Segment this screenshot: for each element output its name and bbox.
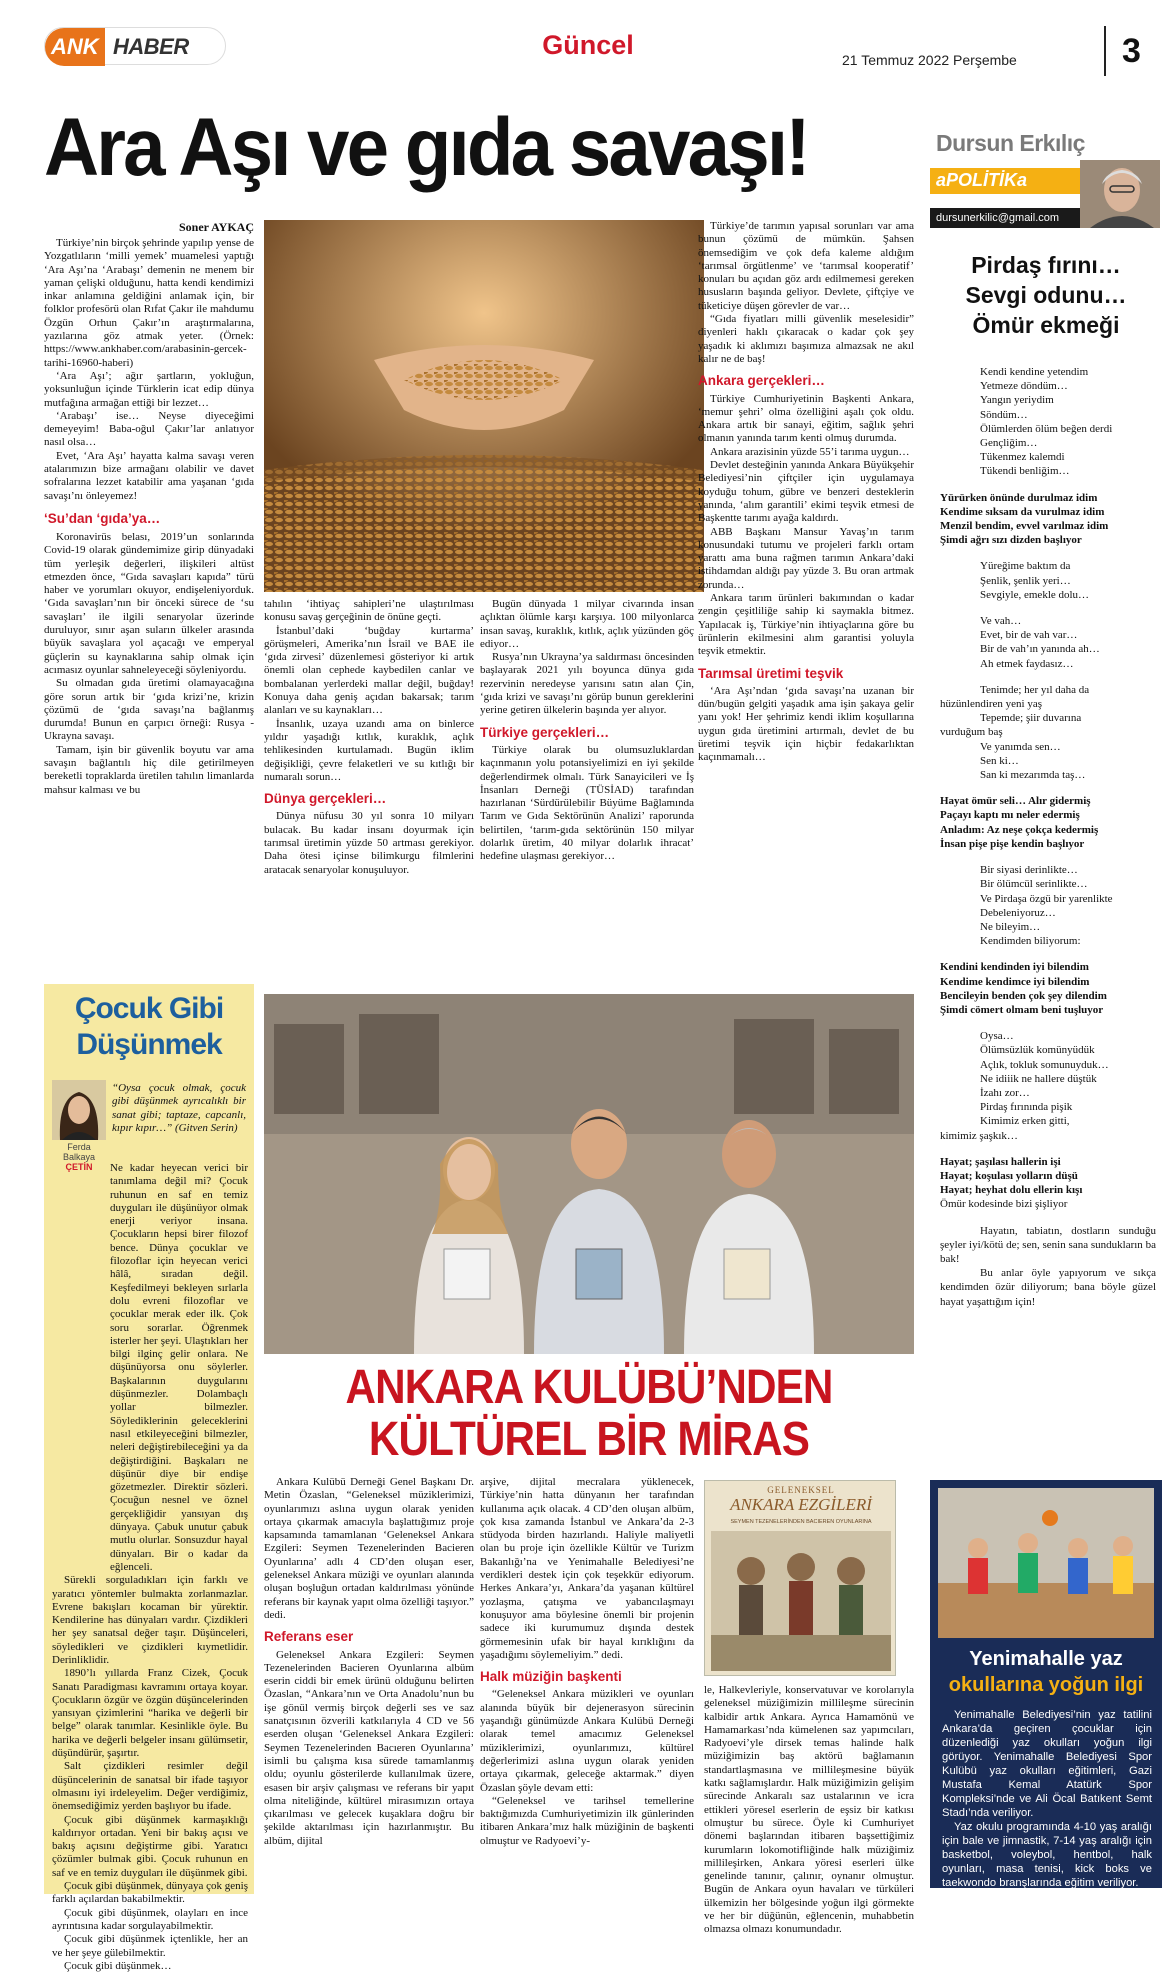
poem-line: Ve yanımda sen… bbox=[980, 740, 1061, 753]
main-headline: Ara Aşı ve gıda savaşı! bbox=[44, 102, 808, 193]
paragraph: Ne kadar heyecan verici bir tanımlama değil mi? Çocuk ruhunun en saf en temiz duyguları ile düşünüyor olmak enerji veriyor insana. Çocukların hepsi birer filozof bence. Dünya çocuklar ve filozoflar için heyecan verici hâlâ, sıradan değil. Keşfedilmeyi bekleyen sırlarla dolu evreni filozoflar ve çocuklar merak eder ilk. Çok soru sorarlar. Öğrenmek isterler her şeyi. Ulaştıkları her bilgi ilginç gelir onlara. Ne düşünüyorsa onu söylerler. Başkalarının duygularını düşünmezler. Dolambaçlı yollar bilmezler. Söylediklerinin geleceklerini nasıl etkileyeceğini bilmezler, neleri değiştirebileceğini ya da değiştirdiğini. Başkaları ne düşünür diye bir endişe gözetmezler. Direktir sözleri. Çocuğun nesnel ve öznel gerçekliğidir yansıyan dış dünyaya. Çabuk unutur çabuk mutlu olurlar. Sonsuzdur hayal dünyaları. Bir o kadar da eğlenceli. bbox=[110, 1162, 248, 1573]
paragraph: Geleneksel Ankara Ezgileri: Seymen Tezenelerinden Bacieren Oyunlarına albüm eserin ciddi bir emek ürünü olduğunu belirten Özaslan, “Ankara’nın ve Orta Anadolu’nun bu işe gönül vermiş birçok değerli ses ve saz sanatçısının özverili katkılarıyla 4 CD ve 56 eserden oluşan ‘Geleneksel Ankara Ezgileri: Seymen Tezenelerinden Bacıeren Oyunlarına’ isimli bu çalışma kısa sürede tamamlanmış oldu; oyunlu gösterilerde kullanılmak üzere, esasen bir arşiv çalışması ve referans bir yapıt olma niteliğinde, kültürel mirasımızın ortaya çıkarılması ve gelecek kuşaklara doğru bir şekilde aktarılması için hazırlanmıştır. Bu albüm, dijital bbox=[264, 1648, 474, 1847]
stanza-gap bbox=[940, 1143, 1156, 1155]
poem-line: Açlık, tokluk somunuyduk… bbox=[980, 1058, 1109, 1071]
group-photo-illustration bbox=[264, 994, 914, 1354]
column-name: aPOLİTİKa bbox=[930, 168, 1080, 194]
paragraph: le, Halkevleriyle, konservatuvar ve korolarıyla geleneksel müziğimizin millileşme sürecinin kalbidir artık Ankara. Ayrıca Hamamönü ve Hamamarkası’nda kümelenen saz yapımcıları, Radyoevi’yle dirsek temas halinde halk müziğimizin baş aktörü bağlamanın standartlaşmasına ve millileşmesine büyük katkı sağlamışlardır. Halk müziğimizin gelişim sürecinde Ankaralı saz ustalarının ve icra ettikleri yöresel eserlerin de eşsiz bir katkısı olmuştur bu sürece. Öyle ki Cumhuriyet dönemi başlarından itibaren başsettiğimiz kurumların lokomotifliğinde halk müziğimiz millileşirken, Ankara yöresi eserleri ülke genelinde tanınır, çalınır, oynanır olmuştur. Bugün de Ankara oyun havaları ve türküleri ülkemizin her bölgesinde yoğun ilgi görmekte ve her bir düğünün, eğlencenin, muhabbetin olmazsa olmazı konumundadır. bbox=[704, 1684, 914, 1936]
paragraph: Ankara tarım ürünleri bakımından o kadar zengin çeşitliliğe sahip ki saymakla bitmez. Yapılacak iş, Türkiye’nin ihtiyaçlarına göre bu ürünlerin ekilmesini alım garantisi yoluyla teşvik etmektir. bbox=[698, 592, 914, 658]
paragraph: Çocuk gibi düşünmek… bbox=[64, 1959, 172, 1972]
poem-line: Kimimiz erken gitti, bbox=[980, 1115, 1070, 1128]
brand-ank: ANK bbox=[51, 34, 99, 59]
author-portrait bbox=[52, 1080, 106, 1140]
paragraph: “Gıda fiyatları milli güvenlik meselesidir” diyenleri haklı çıkaracak o kadar çok şey yaşadık ki aklımızı başımıza almazsak ne akıl kalır ne de baş! bbox=[698, 313, 914, 365]
columnist-email[interactable]: dursunerkilic@gmail.com bbox=[930, 208, 1080, 228]
author-middle-name: Balkaya bbox=[62, 1152, 96, 1162]
columnist-header bbox=[930, 124, 1160, 228]
paragraph: tahılın ‘ihtiyaç sahipleri’ne ulaştırılması konusu savaş gerçeğinin de önüne geçti. bbox=[264, 598, 474, 624]
paragraph: Çocuk gibi düşünmek içtenlikle, her an ve her şeye gülebilmektir. bbox=[52, 1933, 248, 1959]
poem-line: Pirdaş fırınında pişik bbox=[980, 1101, 1073, 1114]
poem-line: Hayat; şaşılası hallerin işi bbox=[940, 1155, 1061, 1168]
stanza-gap bbox=[940, 671, 1156, 683]
poem-line: Hayatın, tabiatın, dostların sunduğu şeyler iyi/kötü de; sen, senin sana sundukların ba bak! bbox=[940, 1224, 1156, 1265]
sidebar-title-1: Yenimahalle yaz bbox=[969, 1648, 1123, 1670]
poem-line: San ki mezarımda taş… bbox=[980, 769, 1086, 782]
poem-line: Ömür kodesinde bizi şişliyor bbox=[940, 1198, 1068, 1211]
poem-line: Bir ölümcül serinlikte… bbox=[980, 878, 1088, 891]
date-divider bbox=[1104, 26, 1106, 76]
paragraph: Türkiye olarak bu olumsuzluklardan kaçınmanın yolu potansiyelimizi en iyi şekilde değerlendirmek olmalı. Türk Sanayicileri ve İş İnsanları Derneği (TÜSİAD) tarafından hazırlanan ‘Sürdürülebilir Büyüme Bağlamında Tarım ve Gıda Sektörünün Analizi’ raporunda belirtilen, ‘tarım-gıda sektörünün 150 milyar dolarlık üretim, 40 milyar dolarlık ihracat’ hedefine ulaşması gerekiyor… bbox=[480, 743, 694, 863]
paragraph: Devlet desteğinin yanında Ankara Büyükşehir Belediyesi’nin çiftçiler için uygulamaya koyduğu tohum, gübre ve benzeri desteklerin yanında, ‘alım garantili’ ekimi teşvik etmesi de Başkentte tarımı ayağa kaldırdı. bbox=[698, 459, 914, 525]
stanza-gap bbox=[940, 1212, 1156, 1224]
poem-line: Kendini kendinden iyi bilendim bbox=[940, 961, 1089, 974]
poem-line: Gençliğim… bbox=[980, 437, 1038, 450]
poem-line: Bir siyasi derinlikte… bbox=[980, 864, 1078, 877]
paragraph: Salt çizdikleri resimler değil düşüncelerinin de sanatsal bir ifade taşıyor olmasını iyi irdeleyelim. Değer verdiğimiz, önemsediğimiz yerden başlıyor bu ifade. bbox=[52, 1760, 248, 1813]
columnist-name: Dursun Erkılıç bbox=[936, 130, 1085, 156]
author-photo bbox=[52, 1080, 106, 1140]
paragraph: Rusya’nın Ukrayna’ya saldırması öncesinden başlayarak 2021 yılı boyunca dünya gıda rezervinin neredeyse yarısını satın alan Çin, ‘gıda krizi ve savaşı’nı görüp bunun gereklerini yerine getiren ülkelerin başında yer alıyor. bbox=[480, 651, 694, 717]
opinion-title-1: Çocuk Gibi bbox=[74, 992, 224, 1025]
poem-line: Ah etmek faydasız… bbox=[980, 657, 1074, 670]
subheading: Ankara gerçekleri… bbox=[698, 373, 825, 389]
poem-line: kimimiz şaşkık… bbox=[940, 1129, 1018, 1142]
poem-line: Bencileyin benden çok şey dilendim bbox=[940, 989, 1107, 1002]
poem-line: Kendimden biliyorum: bbox=[980, 935, 1081, 948]
opinion-title-2: Düşünmek bbox=[76, 1028, 222, 1061]
poem-line: Anladım: Az neşe çokça kedermiş bbox=[940, 823, 1099, 836]
poem-line: Sevgiyle, emekle dolu… bbox=[980, 588, 1090, 601]
poem-line: Ölümlerden ölüm beğen derdi bbox=[980, 422, 1113, 435]
poem-line: Evet, bir de vah var… bbox=[980, 629, 1078, 642]
masthead bbox=[0, 0, 1176, 80]
poem-line: Oysa… bbox=[980, 1030, 1014, 1043]
subheading: Halk müziğin başkenti bbox=[480, 1669, 622, 1685]
basketball-illustration bbox=[938, 1488, 1154, 1638]
opinion-body bbox=[52, 1162, 248, 1973]
paragraph: Ankara Kulübü Derneği Genel Başkanı Dr. Metin Özaslan, “Geleneksel müziklerimizi, oyunlarımızı aslına uygun olarak yeniden ortaya çıkarmak amacıyla başlattığımız proje kapsamında tamamlanan ‘Geleneksel Ankara Ezgileri: Seymen Tezenelerinden Bacieren Oyunlarına’ adlı 4 CD’den oluşan eser, geleneksel Ankara müziği ve oyunları alanında oluşan boşluğun ortadan kaldırılması yönünde referans bir kaynak yapıt olma özelliği taşıyor.” dedi. bbox=[264, 1476, 474, 1621]
yenimahalle-panel bbox=[930, 1480, 1162, 1888]
author-last-name: ÇETİN bbox=[65, 1162, 93, 1172]
column-poem bbox=[940, 365, 1156, 1309]
poem-line: Kendime sıksam da vurulmaz idim bbox=[940, 505, 1105, 518]
paragraph: Evet, ‘Ara Aşı’ hayatta kalma savaşı veren atalarımızın bize armağanı olabilir ve davet sofralarına lezzet katabilir ama yaşanan ‘gıda savaşı’nı önleyemez! bbox=[44, 449, 254, 502]
paragraph: Sürekli sorguladıkları için farklı ve yaratıcı yöntemler bulmakta zorlanmazlar. Evrene bakışları kocaman bir yürektir. Kendilerine has dünyaları vardır. Çizdikleri her şey sanatsal değer taşır. Düşünceleri, söyledikleri ve çizdikleri kıymetlidir. Derinliklidir. bbox=[52, 1574, 248, 1666]
opinion-quote: “Oysa çocuk olmak, çocuk gibi düşünmek ayrıcalıklı bir sanat gibi; taptaze, capcanlı, kıpır kıpır…” (Gitven Serin) bbox=[112, 1082, 246, 1134]
paragraph: Türkiye’de tarımın yapısal sorunları var ama bunun çözümü de mümkün. Şahsen önemsediğim ve çok defa kaleme aldığım ‘tarımsal örgütlenme’ ve ‘tarımsal kooperatif’ konuları bu açıdan göz ardı edilmemesi gereken hususların başında geliyor. Devlete, çiftçiye ve tüketiciye düşen görevler de var… bbox=[698, 220, 914, 312]
paragraph: Su olmadan gıda üretimi olamayacağına göre sorun artık bir ‘gıda krizi’ne, krizin çözümü de ‘gıda savaşı’na bağlanmış durumda! Bunun en çarpıcı örneği: Rusya - Ukrayna savaşı. bbox=[44, 677, 254, 743]
paragraph: Yenimahalle Belediyesi’nin yaz tatilini Ankara’da geçiren çocuklar için düzenlediği yaz okulları yoğun ilgi görüyor. Yenimahalle Belediyesi Spor Kulübü yaz okulları eğitimleri, Gazi Mustafa Kemal Atatürk Spor Kompleksi’nde ve Ali Öcal Batıkent Semt Stadı’nda veriliyor. bbox=[942, 1709, 1152, 1819]
paragraph: Tamam, işin bir güvenlik boyutu var ama savaşın bağlantılı hiç dile getirilmeyen bereketli topraklarda üretilen tahılın limanlarda mahsur kalması ve bu bbox=[44, 743, 254, 796]
poem-line: Şenlik, şenlik yeri… bbox=[980, 574, 1071, 587]
feature-col-3 bbox=[704, 1684, 914, 1937]
sidebar-title-2: okullarına yoğun ilgi bbox=[948, 1674, 1144, 1696]
paragraph: ‘Ara Aşı’; ağır şartların, yokluğun, yoksunluğun içinde Türklerin icat edip dünya mutfağına armağan ettiği bir lezzet… bbox=[44, 369, 254, 409]
poem-line: Bu anlar öyle yapıyorum ve sıkça kendimden özür diliyorum; bana böyle güzel hayat yaşattığım için! bbox=[940, 1267, 1156, 1308]
paragraph: İstanbul’daki ‘buğday kurtarma’ görüşmeleri, Amerika’nın İsrail ve BAE ile ‘gıda zirvesi’ düzenlemesi gösteriyor ki artık önemli olan cephede kaybedilen canlar ve bombalanan yerlerdeki mallar değil, buğday! Konuya daha geniş açıdan bakarsak; tarım alanları ve su kaynakları… bbox=[264, 624, 474, 717]
byline: Soner AYKAÇ bbox=[178, 220, 254, 234]
poem-line: Hayat; heyhat dolu ellerin kışı bbox=[940, 1184, 1083, 1197]
poem-line: Ne idiiik ne hallere düştük bbox=[980, 1072, 1097, 1085]
poem-line: Kendi kendine yetendim bbox=[980, 366, 1089, 378]
stanza-gap bbox=[940, 602, 1156, 614]
subheading: Referans eser bbox=[264, 1629, 354, 1645]
issue-date: 21 Temmuz 2022 Perşembe bbox=[842, 52, 1017, 68]
poem-line: İnsan pişe pişe kendin başlıyor bbox=[940, 837, 1085, 850]
poem-line: Tükenmez kalemdi bbox=[980, 451, 1065, 464]
stanza-gap bbox=[940, 479, 1156, 491]
subheading: Türkiye gerçekleri… bbox=[480, 724, 610, 740]
paragraph: Bugün dünyada 1 milyar civarında insan açlıktan ölümle karşı karşıya. 100 milyonlarca insan savaş, kuraklık, kıtlık, açlık yüzünden göç ediyor… bbox=[480, 598, 694, 650]
article-intro bbox=[44, 237, 254, 503]
paragraph: 1890’lı yıllarda Franz Cizek, Çocuk Sanatı Paradigması kavramını ortaya koyar. Çocukların özgür ve özgün düşüncelerinden yansıyan çizimlerini “harika ve değerli bir belge” olarak tanımlar. Kesinlikle öyle. Bu harika ve değerli belgeler insanı gülümsetir, düşündürür, şaşırtır. bbox=[52, 1667, 248, 1760]
subheading: Tarımsal üretimi teşvik bbox=[698, 665, 844, 681]
article-col-4 bbox=[698, 220, 914, 765]
paragraph: Türkiye Cumhuriyetinin Başkenti Ankara, ‘memur şehri’ olma özelliğini aşalı çok oldu. Ankara artık bir sanayi, eğitim, sağlık şehri olmanın yanında tarım kenti olmuş durumda. bbox=[698, 392, 914, 445]
poem-line: vurduğum baş bbox=[940, 726, 1003, 739]
poem-line: Menzil bendim, evvel varılmaz idim bbox=[940, 520, 1109, 533]
brand-logo[interactable] bbox=[44, 27, 226, 65]
feature-col-1 bbox=[264, 1476, 474, 1848]
subheading: ‘Su’dan ‘gıda’ya… bbox=[44, 510, 161, 526]
paragraph: “Geleneksel Ankara müzikleri ve oyunları alanında büyük bir dejenerasyon sürecinin yaşandığı günümüzde Ankara Kulübü Derneği olarak temel amacımız Geleneksel müziklerimizi, oyunlarımızı, kültürel değerlerimizi aslına uygun olarak yeniden ortaya çıkarmak, geleceğe aktarmak.” diyen Özaslan şöyle devam etti: bbox=[480, 1688, 694, 1794]
feature-col-2 bbox=[480, 1476, 694, 1848]
feature-headline-2: KÜLTÜREL BİR MİRAS bbox=[368, 1413, 810, 1466]
poem-line: Paçayı kaptı mı neler edermiş bbox=[940, 809, 1080, 822]
article-col-3 bbox=[480, 598, 694, 864]
poem-line: Ve vah… bbox=[980, 615, 1022, 628]
stanza-gap bbox=[940, 547, 1156, 559]
subheading: Dünya gerçekleri… bbox=[264, 791, 387, 807]
poem-line: Yetmeze döndüm… bbox=[980, 380, 1068, 393]
paragraph: Yaz okulu programında 4-10 yaş aralığı için bale ve jimnastik, 7-14 yaş aralığı için basketbol, voleybol, hentbol, halk oyunları, masa tenisi, kick boks ve taekwondo branşlarında eğitim veriliyor. bbox=[942, 1821, 1152, 1889]
paragraph: ‘Arabaşı’ ise… Neyse diyeceğimi demeyeyim! Baba-oğul Çakır’lar anlatıyor nasıl olsa… bbox=[44, 409, 254, 449]
paragraph: Çocuk gibi düşünmek karmaşıklığı kaldırıyor ortadan. Yeni bir bakış açısı ve bakış açısını değiştirme gibi. Yaratıcı çözümler bulmak gibi. Çocuk ruhunun en saf ve en temiz duyguları ile düşünmek gibi. bbox=[52, 1813, 248, 1879]
poem-line: Bir de vah’ın yanında ah… bbox=[980, 643, 1100, 656]
poem-line: Tükendi benliğim… bbox=[980, 465, 1070, 478]
poem-line: Tepemde; şiir duvarına bbox=[980, 712, 1082, 725]
poem-line: Yüreğime baktım da bbox=[980, 560, 1071, 573]
poem-line: Söndüm… bbox=[980, 408, 1028, 421]
paragraph: ‘Ara Aşı’ndan ‘gıda savaşı’na uzanan bir dün/bugün gelgiti yaşadık ama işin şakaya gelir yanı yok! Her şehrimiz kendi iklim koşullarına uygun gıda üretimini artırmalı, devlet de bu üretimi teşvik için hiçbir fedakarlıktan kaçınmamalı… bbox=[698, 684, 914, 764]
poem-line: Ne bileyim… bbox=[980, 920, 1041, 933]
children-sports-photo bbox=[938, 1488, 1154, 1638]
stanza-gap bbox=[940, 851, 1156, 863]
author-first-name: Ferda bbox=[67, 1142, 91, 1152]
poem-line: Yürürken önünde durulmaz idim bbox=[940, 491, 1098, 504]
poem-line: Şimdi ağrı sızı dizden başlıyor bbox=[940, 534, 1082, 547]
poem-line: Tenimde; her yıl daha da bbox=[980, 683, 1090, 696]
paragraph: Türkiye’nin birçok şehrinde yapılıp yense de Yozgatlıların ‘milli yemek’ muamelesi yaptığı ‘Ara Aşı’na ‘Arabaşı’ demenin ne menem bir yaman çelişki olduğunu, hatta kendi kendimizi inkar anlamına geldiğini anlamak için, bir folklor profesörü olan Rıfat Çakır ile mahdumu Özgün Orhun Çakır’ın araştırmalarına, yazılarına göz atmak yeter. (Örnek: https://www.ankhaber.com/arabasinin-gercek-tarihi-16960-haberi) bbox=[44, 237, 254, 369]
grain-hands-photo bbox=[264, 220, 704, 592]
poem-line: Kendime kendimce iyi bilendim bbox=[940, 975, 1090, 988]
column-title: Pirdaş fırını… Sevgi odunu… Ömür ekmeği bbox=[965, 252, 1127, 338]
paragraph: Dünya nüfusu 30 yıl sonra 10 milyarı bulacak. Bu kadar insanı doyurmak için tarımsal üretimin yüzde 50 artması gerekiyor. Daha ötesi içinse bilimkurgu filmlerini aratacak senaryolar konuşuluyor. bbox=[264, 810, 474, 876]
page-number: 3 bbox=[1122, 32, 1141, 70]
paragraph: ABB Başkanı Mansur Yavaş’ın tarım konusundaki tutumu ve projeleri farklı ortam yarattı ama buna rağmen tarımın Ankara’daki istihdamdan aldığı pay yüzde 3. Bu oran artmak zorunda… bbox=[698, 525, 914, 591]
album-title: ANKARA EZGİLERİ bbox=[730, 1495, 872, 1514]
opinion-box bbox=[44, 984, 254, 1972]
poem-line: İzahı zor… bbox=[980, 1086, 1030, 1099]
album-subtitle: SEYMEN TEZENELERİNDEN BACIEREN OYUNLARINA bbox=[730, 1519, 872, 1525]
columnist-photo bbox=[1080, 160, 1160, 228]
stanza-gap bbox=[940, 782, 1156, 794]
feature-headline-1: ANKARA KULÜBÜ’NDEN bbox=[345, 1361, 833, 1414]
poem-line: Yangın yeriydim bbox=[980, 394, 1054, 407]
paragraph: Koronavirüs belası, 2019’un sonlarında Covid-19 olarak gündemimize girip dünyadaki tüm yerleşik değerleri, ilişkileri altüst etmezden önce, “Gıda savaşları kapıda” türü haber ve yorumları okuyor, endişeleniyorduk. ‘Gıda savaşları’nın bir önceki sürece de ‘su savaşları’ ile ilgili senaryolar üzerinde duruluyor, sınır aşan suların ülkeler arasında büyük savaşlara yol açacağı ve emperyal güçlerin su kaynaklarına sahip olmak için acımasız oyunlar sahneleyeceği söyleniyordu. bbox=[44, 530, 254, 676]
paragraph: Ankara arazisinin yüzde 55’i tarıma uygun… bbox=[710, 445, 910, 458]
article-col-1 bbox=[44, 220, 254, 797]
poem-line: Hayat ömür seli… Alır gidermiş bbox=[940, 795, 1091, 808]
paragraph: “Geleneksel ve tarihsel temellerine baktığımızda Cumhuriyetimizin ilk günlerinden itibaren Ankara’mız halk müziğinin de başkenti olmuştur ve Radyoevi’y- bbox=[480, 1794, 694, 1847]
poem-line: Hayat; koşulası yolların düşü bbox=[940, 1169, 1078, 1182]
poem-line: Ölümsüzlük komünyüdük bbox=[980, 1044, 1095, 1057]
paragraph: Çocuk gibi düşünmek, dünyaya çok geniş farklı açılardan bakabilmektir. bbox=[52, 1880, 248, 1906]
paragraph: arşive, dijital mecralara yüklenecek, Türkiye’nin hatta dünyanın her tarafından kullanıma açık olacak. 4 CD’den oluşan albüm, çok kısa zamanda İstanbul ve Ankara’da 2-3 stüdyoda birden hazırlandı. Haliyle maliyetli olan bu proje için özellikle Kültür ve Turizm Bakanlığı’na ve Yenimahalle Belediyesi’ne verdikleri destek için çok teşekkür ediyorum. Herkes Ankara’yı, Ankara’da yaşanan kültürel yozlaşma, çatışma ve yabancılaşmayı konuşuyor ama böylesine önemli bir projenin sadece iki kurumumuz dışında destek görmemesinin ufak bir hayal kırıklığını da yaşadığımı söylemeliyim.” dedi. bbox=[480, 1476, 694, 1661]
paragraph: İnsanlık, uzaya uzandı ama on binlerce yıldır yaşadığı kıtlık, kuraklık, açlık tehlikesinden kurtulamadı. Bugün iklim değişikliği, çevre felaketleri ve su kıtlığı bir numaralı sorun… bbox=[264, 717, 474, 783]
poem-line: Ve Pirdaşa özgü bir yarenlikte bbox=[980, 892, 1113, 905]
ankara-club-photo bbox=[264, 994, 914, 1354]
brand-haber: HABER bbox=[113, 34, 189, 59]
poem-line: Debeleniyoruz… bbox=[980, 906, 1056, 919]
poem-line: Sen ki… bbox=[980, 754, 1019, 767]
stanza-gap bbox=[940, 948, 1156, 960]
poem-line: hüzünlendiren yeni yaş bbox=[940, 698, 1043, 711]
sidebar-body bbox=[942, 1708, 1152, 1890]
poem-line: Şimdi cömert olmam beni tuşluyor bbox=[940, 1003, 1104, 1016]
portrait-illustration bbox=[1080, 160, 1160, 228]
section-label: Güncel bbox=[542, 30, 634, 60]
paragraph: Çocuk gibi düşünmek, olayları en ince ayrıntısına kadar sorgulayabilmektir. bbox=[52, 1906, 248, 1932]
album-small-title: GELENEKSEL bbox=[767, 1485, 835, 1495]
album-cover bbox=[704, 1480, 896, 1676]
album-artwork bbox=[711, 1531, 891, 1671]
article-col-2 bbox=[264, 598, 474, 877]
stanza-gap bbox=[940, 1017, 1156, 1029]
grain-illustration bbox=[264, 220, 704, 592]
